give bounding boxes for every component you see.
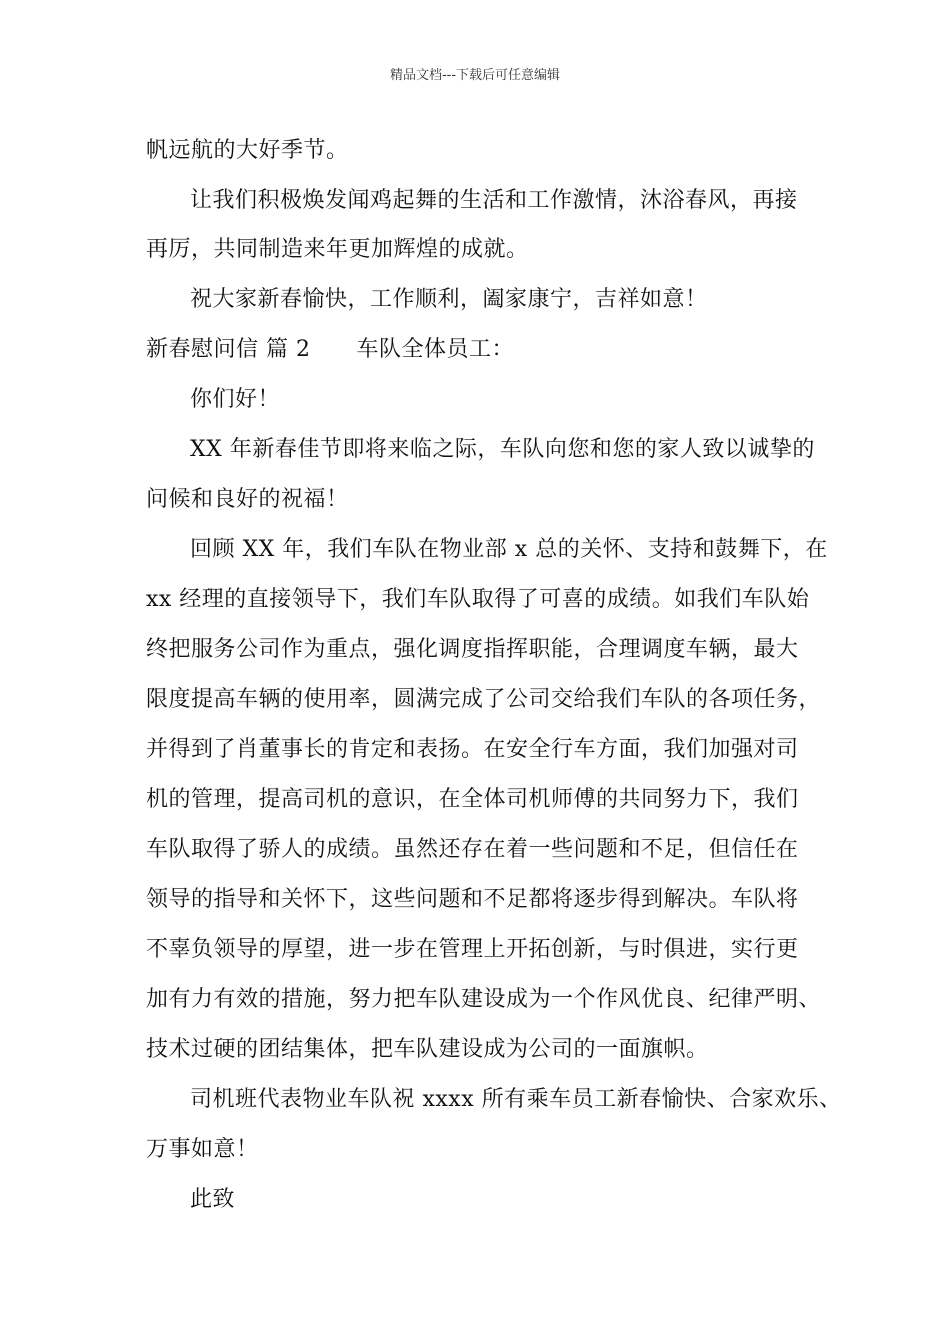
text-line: xx 经理的直接领导下，我们车队取得了可喜的成绩。如我们车队始 xyxy=(146,587,810,612)
salutation: 车队全体员工： xyxy=(356,337,514,362)
text-line: 让我们积极焕发闻鸡起舞的生活和工作激情，沐浴春风，再接 xyxy=(190,188,798,213)
text-line: 帆远航的大好季节。 xyxy=(146,138,349,163)
text-line: 车队取得了骄人的成绩。虽然还存在着一些问题和不足，但信任在 xyxy=(146,837,799,862)
page-header: 精品文档---下载后可任意编辑 xyxy=(389,68,561,83)
text-line: 领导的指导和关怀下，这些问题和不足都将逐步得到解决。车队将 xyxy=(146,887,799,912)
text-line: 此致 xyxy=(190,1187,236,1212)
text-line: 回顾 XX 年，我们车队在物业部 x 总的关怀、支持和鼓舞下，在 xyxy=(190,537,828,562)
section-title: 新春慰问信 篇 2 xyxy=(146,337,311,362)
text-line: 技术过硬的团结集体，把车队建设成为公司的一面旗帜。 xyxy=(146,1037,709,1062)
text-line: XX 年新春佳节即将来临之际，车队向您和您的家人致以诚挚的 xyxy=(190,437,815,462)
text-line: 万事如意！ xyxy=(146,1137,259,1162)
text-line: 加有力有效的措施，努力把车队建设成为一个作风优良、纪律严明、 xyxy=(146,987,822,1012)
text-line: 不辜负领导的厚望，进一步在管理上开拓创新，与时俱进，实行更 xyxy=(146,937,799,962)
text-line: 司机班代表物业车队祝 xxxx 所有乘车员工新春愉快、合家欢乐、 xyxy=(190,1087,842,1112)
text-line: 机的管理，提高司机的意识，在全体司机师傅的共同努力下，我们 xyxy=(146,787,799,812)
text-line: 问候和良好的祝福！ xyxy=(146,487,349,512)
text-line: 你们好！ xyxy=(190,387,281,412)
text-line: 并得到了肖董事长的肯定和表扬。在安全行车方面，我们加强对司 xyxy=(146,737,799,762)
text-line: 再厉，共同制造来年更加辉煌的成就。 xyxy=(146,237,529,262)
section-heading-line xyxy=(146,336,514,364)
text-line: 终把服务公司作为重点，强化调度指挥职能，合理调度车辆，最大 xyxy=(146,637,799,662)
text-line: 祝大家新春愉快，工作顺利，阖家康宁，吉祥如意！ xyxy=(190,287,708,312)
text-line: 限度提高车辆的使用率，圆满完成了公司交给我们车队的各项任务， xyxy=(146,687,822,712)
